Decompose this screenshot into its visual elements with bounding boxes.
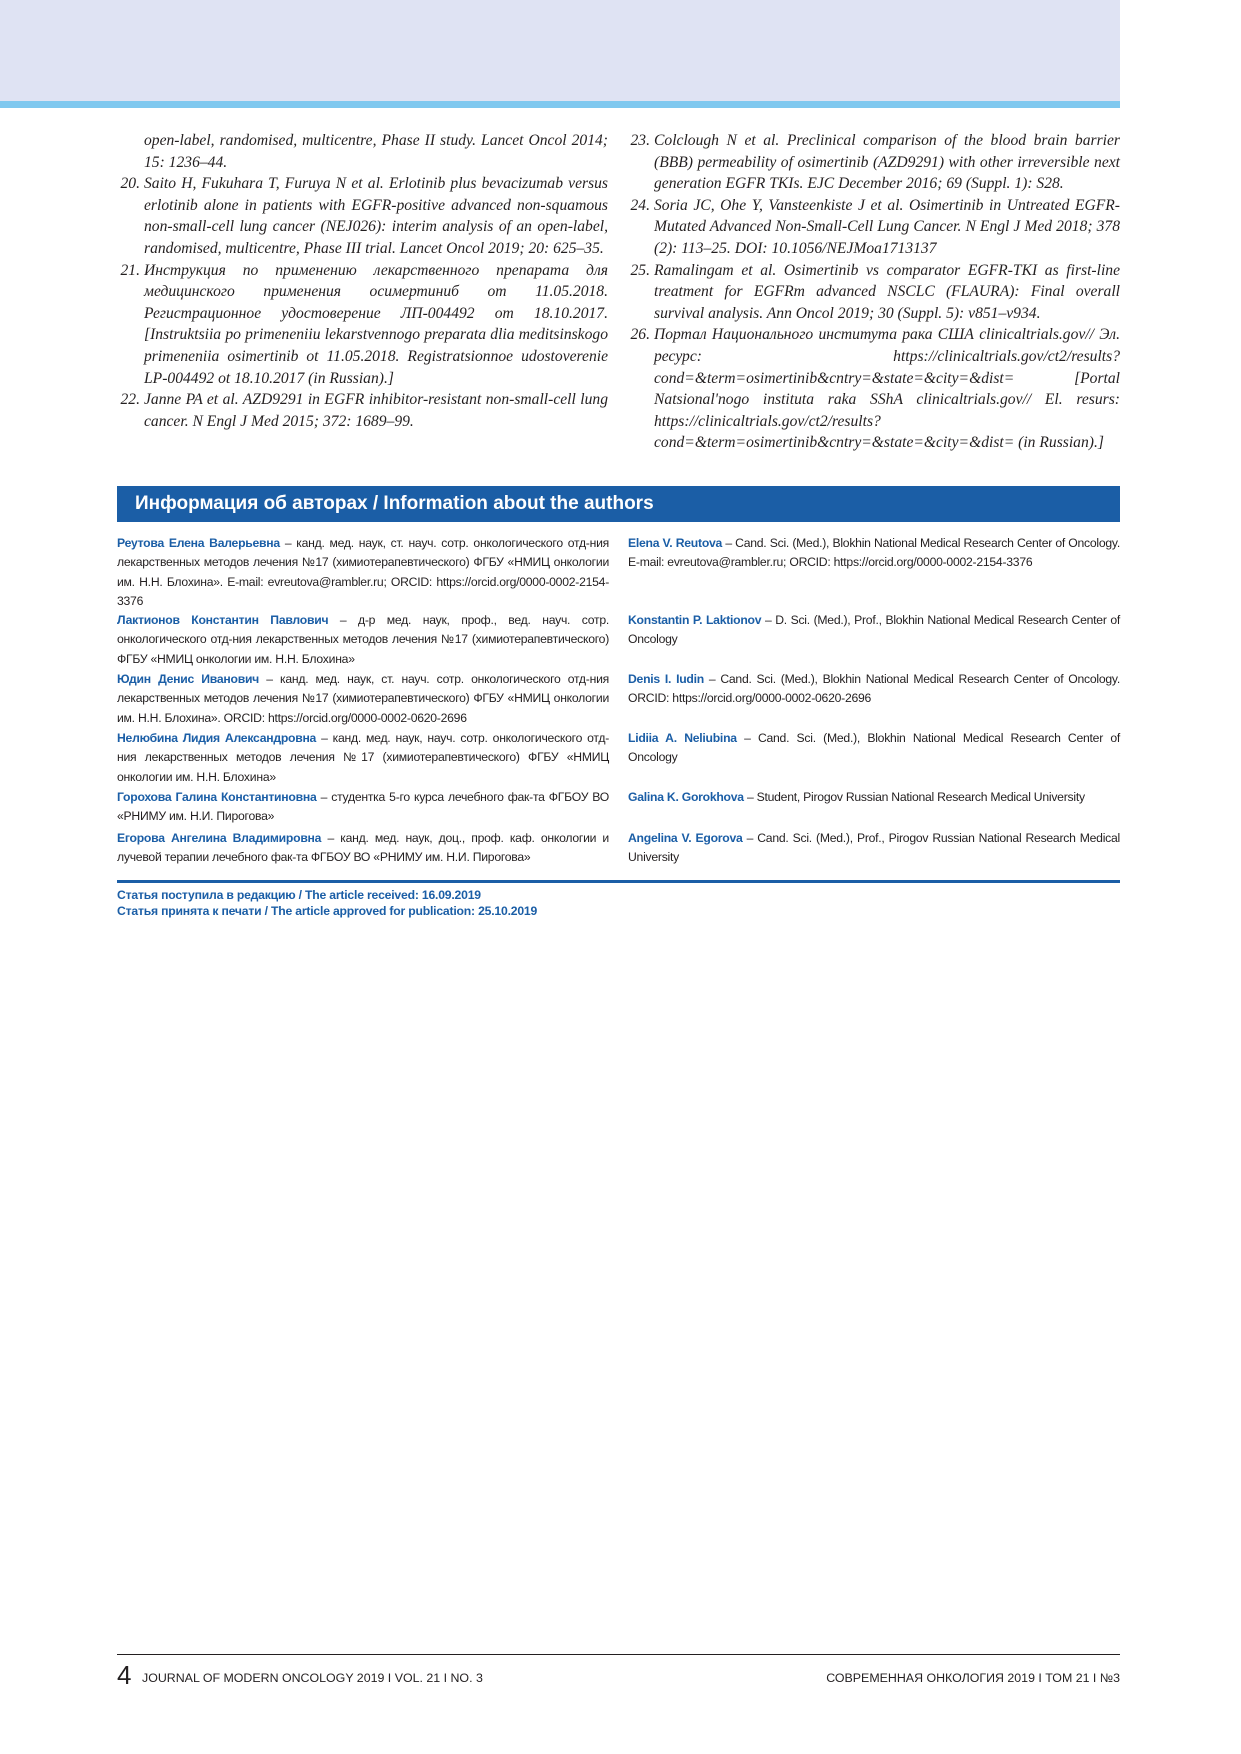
reference-text: open-label, randomised, multicentre, Phase II study. Lancet Oncol 2014; 15: 1236–44. (144, 132, 608, 171)
received-date: Статья поступила в редакцию / The article received: 16.09.2019 (117, 888, 481, 902)
reference-text: Colclough N et al. Preclinical comparison of the blood brain barrier (BBB) permeability of osimertinib (AZD9291) with other irreversible next generation EGFR TKIs. EJC December 2016; 69 (Suppl. 1): S28. (654, 132, 1120, 193)
reference-number: 23. (630, 132, 650, 149)
reference-text: Ramalingam et al. Osimertinib vs comparator EGFR-TKI as first-line treatment for EGFRm advanced NSCLC (FLAURA): Final overall survival analysis. Ann Oncol 2019; 30 (Suppl. 5): v851–v934. (654, 261, 1120, 322)
authors-section-title: Информация об авторах / Information about the authors (117, 486, 1120, 522)
author-name: Konstantin P. Laktionov (628, 613, 762, 627)
author-info: – канд. мед. наук, доц., проф. каф. онкологии и лучевой терапии лечебного фак-та ФГБОУ ВО «РНИМУ им. Н.И. Пирогова» (117, 831, 609, 865)
reference-number: 24. (630, 196, 650, 214)
author-name: Нелюбина Лидия Александровна (117, 731, 317, 745)
reference-number: 20. (120, 175, 140, 193)
page-number: 4 (117, 1660, 132, 1690)
reference-item (626, 130, 1120, 195)
approved-date: Статья принята к печати / The article approved for publication: 25.10.2019 (117, 904, 538, 918)
header-accent-line (0, 101, 1120, 108)
author-info: – D. Sci. (Med.), Prof., Blokhin National Medical Research Center of Oncology (628, 613, 1120, 647)
author-info: – д-р мед. наук, проф., вед. науч. сотр. онкологического отд-ния лекарственных методов лечения №17 (химиотерапевтического) ФГБУ «НМИЦ онкологии им. Н.Н. Блохина» (117, 613, 610, 666)
author-info: – канд. мед. наук, ст. науч. сотр. онкологического отд-ния лекарственных методов лечения №17 (химиотерапевтического) ФГБУ «НМИЦ онкологии им. Н.Н. Блохина». ORCID: https://orcid.org/0000-0002-0620-2696 (117, 672, 609, 725)
author-name: Lidiia A. Neliubina (628, 731, 737, 745)
author-entry (117, 611, 609, 669)
reference-item (626, 195, 1120, 260)
author-entry (628, 729, 1120, 768)
journal-title-en: JOURNAL OF MODERN ONCOLOGY 2019 I VOL. 21 I NO. 3 (142, 1671, 483, 1685)
author-entry (628, 534, 1120, 573)
reference-item (116, 260, 608, 390)
author-name: Galina K. Gorokhova (628, 790, 744, 804)
author-name: Angelina V. Egorova (628, 831, 743, 845)
author-info: – Student, Pirogov Russian National Research Medical University (743, 790, 1085, 804)
author-name: Реутова Елена Валерьевна (117, 536, 280, 550)
reference-text: Soria JC, Ohe Y, Vansteenkiste J et al. Osimertinib in Untreated EGFR-Mutated Advanced Non-Small-Cell Lung Cancer. N Engl J Med 2018; 378 (2): 113–25. DOI: 10.1056/NEJMoa1713137 (654, 196, 1120, 257)
author-entry (117, 829, 609, 868)
author-entry (117, 788, 609, 827)
author-info: – Cand. Sci. (Med.), Blokhin National Medical Research Center of Oncology. E-mail: evreutova@rambler.ru; ORCID: https://orcid.org/0000-0002-2154-3376 (628, 536, 1120, 570)
reference-text: Janne PA et al. AZD9291 in EGFR inhibitor-resistant non-small-cell lung cancer. N Engl J Med 2015; 372: 1689–99. (144, 391, 608, 430)
author-info: – Cand. Sci. (Med.), Prof., Pirogov Russian National Research Medical University (628, 831, 1120, 865)
author-entry (117, 670, 609, 728)
author-name: Denis I. Iudin (628, 672, 704, 686)
author-name: Лактионов Константин Павлович (117, 613, 329, 627)
reference-text: Портал Национального института рака США clinicaltrials.gov// Эл. ресурс: https://clinicaltrials.gov/ct2/results?cond=&term=osimertinib&cntry=&state=&city=&dist= [Portal Natsional'nogo instituta raka SShA clinicaltrials.gov// El. resurs: https://clinicaltrials.gov/ct2/results?cond=&term=osimertinib&cntry=&state=&city=&dist= (in Russian).] (654, 326, 1120, 452)
header-band (0, 0, 1120, 104)
journal-title-ru: СОВРЕМЕННАЯ ОНКОЛОГИЯ 2019 I ТОМ 21 I №3 (826, 1671, 1120, 1685)
author-info: – канд. мед. наук, ст. науч. сотр. онкологического отд-ния лекарственных методов лечения №17 (химиотерапевтического) ФГБУ «НМИЦ онкологии им. Н.Н. Блохина». E-mail: evreutova@rambler.ru; ORCID: https://orcid.org/0000-0002-2154-3376 (117, 536, 610, 609)
author-info: – Cand. Sci. (Med.), Blokhin National Medical Research Center of Oncology. ORCID: https://orcid.org/0000-0002-0620-2696 (628, 672, 1120, 706)
references-left-column (116, 130, 608, 432)
reference-number: 25. (630, 261, 650, 279)
reference-text: Saito H, Fukuhara T, Furuya N et al. Erlotinib plus bevacizumab versus erlotinib alone in patients with EGFR-positive advanced non-squamous non-small-cell lung cancer (NEJ026): interim analysis of an open-label, randomised, multicentre, Phase III trial. Lancet Oncol 2019; 20: 625–35. (144, 175, 608, 257)
author-entry (117, 729, 609, 787)
author-entry (628, 670, 1120, 709)
author-name: Егорова Ангелина Владимировна (117, 831, 322, 845)
article-dates (117, 887, 1120, 919)
reference-number: 22. (120, 391, 140, 409)
author-name: Юдин Денис Иванович (117, 672, 260, 686)
author-name: Горохова Галина Константиновна (117, 790, 317, 804)
author-entry (628, 829, 1120, 868)
author-entry (628, 611, 1120, 650)
reference-text: Инструкция по применению лекарственного препарата для медицинского применения осимертиниб от 11.05.2018. Регистрационное удостоверение ЛП-004492 от 18.10.2017. [Instruktsiia po primeneniiu lekarstvennogo preparata dlia meditsinskogo primeneniia osimertinib ot 11.05.2018. Registratsionnoe udostoverenie LP-004492 ot 18.10.2017 (in Russian).] (144, 261, 608, 387)
reference-item (116, 130, 608, 173)
reference-item (626, 324, 1120, 454)
author-name: Elena V. Reutova (628, 536, 723, 550)
dates-divider (117, 880, 1120, 883)
reference-item (116, 389, 608, 432)
author-info: – студентка 5-го курса лечебного фак-та ФГБОУ ВО «РНИМУ им. Н.И. Пирогова» (117, 790, 610, 824)
author-info: – Cand. Sci. (Med.), Blokhin National Medical Research Center of Oncology (628, 731, 1120, 765)
author-entry (117, 534, 609, 612)
references-right-column (626, 130, 1120, 454)
reference-item (116, 173, 608, 259)
author-entry (628, 788, 1120, 807)
reference-item (626, 260, 1120, 325)
reference-number: 26. (630, 326, 650, 344)
page-footer (117, 1660, 1120, 1690)
author-info: – канд. мед. наук, науч. сотр. онкологического отд-ния лекарственных методов лечения №17 (химиотерапевтического) ФГБУ «НМИЦ онкологии им. Н.Н. Блохина» (117, 731, 609, 784)
footer-divider (117, 1654, 1120, 1655)
reference-number: 21. (120, 261, 140, 279)
